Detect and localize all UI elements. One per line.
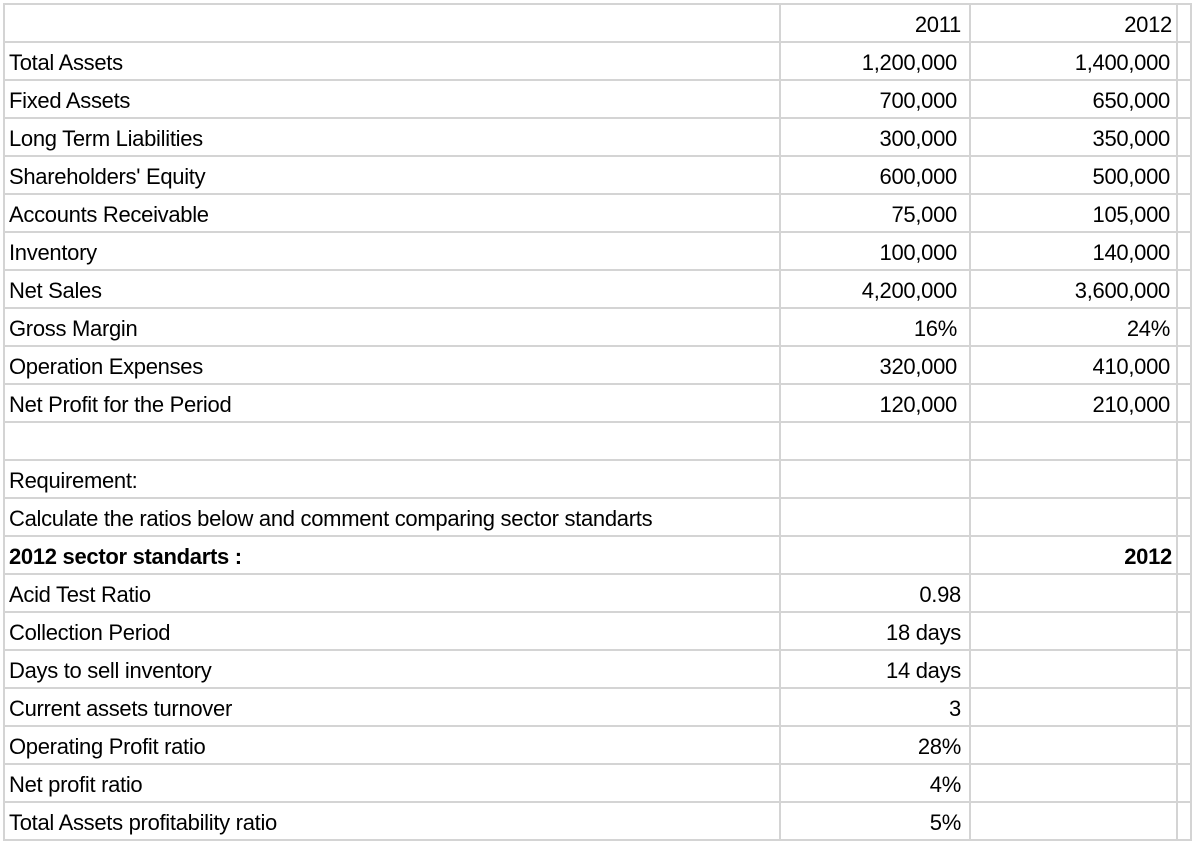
cell[interactable] bbox=[780, 498, 970, 536]
sector-standard[interactable]: 18 days bbox=[780, 612, 970, 650]
standards-label[interactable]: 2012 sector standarts : bbox=[4, 536, 780, 574]
cell[interactable] bbox=[1177, 536, 1191, 574]
value-2011[interactable]: 320,000 bbox=[780, 346, 970, 384]
financial-row bbox=[4, 384, 1191, 422]
cell[interactable] bbox=[970, 460, 1177, 498]
header-row bbox=[4, 4, 1191, 42]
header-2012[interactable]: 2012 bbox=[970, 4, 1177, 42]
row-label[interactable]: Gross Margin bbox=[4, 308, 780, 346]
sector-standard[interactable]: 3 bbox=[780, 688, 970, 726]
value-2012[interactable]: 140,000 bbox=[970, 232, 1177, 270]
ratio-label[interactable]: Collection Period bbox=[4, 612, 780, 650]
cell[interactable] bbox=[1177, 422, 1191, 460]
cell[interactable] bbox=[1177, 650, 1191, 688]
financial-row bbox=[4, 156, 1191, 194]
value-2011[interactable]: 300,000 bbox=[780, 118, 970, 156]
ratio-row bbox=[4, 726, 1191, 764]
cell[interactable] bbox=[780, 460, 970, 498]
cell[interactable] bbox=[1177, 118, 1191, 156]
row-label[interactable]: Accounts Receivable bbox=[4, 194, 780, 232]
row-label[interactable]: Shareholders' Equity bbox=[4, 156, 780, 194]
financial-row bbox=[4, 194, 1191, 232]
ratio-row bbox=[4, 650, 1191, 688]
financial-row bbox=[4, 308, 1191, 346]
ratio-row bbox=[4, 802, 1191, 840]
financial-row bbox=[4, 346, 1191, 384]
requirement-instruction-row bbox=[4, 498, 1191, 536]
cell[interactable] bbox=[1177, 612, 1191, 650]
standards-year[interactable]: 2012 bbox=[970, 536, 1177, 574]
value-2012[interactable]: 500,000 bbox=[970, 156, 1177, 194]
ratio-row bbox=[4, 688, 1191, 726]
value-2012[interactable]: 3,600,000 bbox=[970, 270, 1177, 308]
row-label[interactable]: Long Term Liabilities bbox=[4, 118, 780, 156]
cell[interactable] bbox=[1177, 802, 1191, 840]
requirement-instruction[interactable]: Calculate the ratios below and comment comparing sector standarts bbox=[4, 498, 780, 536]
ratio-row bbox=[4, 764, 1191, 802]
row-label[interactable]: Net Profit for the Period bbox=[4, 384, 780, 422]
ratio-value-2012[interactable] bbox=[970, 726, 1177, 764]
value-2012[interactable]: 650,000 bbox=[970, 80, 1177, 118]
ratio-value-2012[interactable] bbox=[970, 650, 1177, 688]
ratio-label[interactable]: Operating Profit ratio bbox=[4, 726, 780, 764]
cell[interactable] bbox=[970, 422, 1177, 460]
cell[interactable] bbox=[1177, 308, 1191, 346]
cell[interactable] bbox=[1177, 80, 1191, 118]
row-label[interactable]: Fixed Assets bbox=[4, 80, 780, 118]
cell[interactable] bbox=[1177, 4, 1191, 42]
cell[interactable] bbox=[1177, 498, 1191, 536]
ratio-label[interactable]: Current assets turnover bbox=[4, 688, 780, 726]
requirement-title[interactable]: Requirement: bbox=[4, 460, 780, 498]
cell[interactable] bbox=[780, 422, 970, 460]
value-2012[interactable]: 1,400,000 bbox=[970, 42, 1177, 80]
sector-standard[interactable]: 0.98 bbox=[780, 574, 970, 612]
financial-row bbox=[4, 270, 1191, 308]
requirement-title-row bbox=[4, 460, 1191, 498]
value-2011[interactable]: 100,000 bbox=[780, 232, 970, 270]
value-2011[interactable]: 16% bbox=[780, 308, 970, 346]
row-label[interactable]: Net Sales bbox=[4, 270, 780, 308]
cell[interactable] bbox=[1177, 574, 1191, 612]
cell[interactable] bbox=[1177, 346, 1191, 384]
financial-row bbox=[4, 42, 1191, 80]
sector-standard[interactable]: 14 days bbox=[780, 650, 970, 688]
ratio-value-2012[interactable] bbox=[970, 688, 1177, 726]
cell[interactable] bbox=[1177, 270, 1191, 308]
empty-row bbox=[4, 422, 1191, 460]
ratio-value-2012[interactable] bbox=[970, 612, 1177, 650]
sector-standard[interactable]: 5% bbox=[780, 802, 970, 840]
ratio-value-2012[interactable] bbox=[970, 764, 1177, 802]
value-2012[interactable]: 410,000 bbox=[970, 346, 1177, 384]
value-2011[interactable]: 700,000 bbox=[780, 80, 970, 118]
cell[interactable] bbox=[4, 422, 780, 460]
standards-header-row bbox=[4, 536, 1191, 574]
ratio-value-2012[interactable] bbox=[970, 574, 1177, 612]
value-2011[interactable]: 1,200,000 bbox=[780, 42, 970, 80]
value-2012[interactable]: 24% bbox=[970, 308, 1177, 346]
cell[interactable] bbox=[1177, 42, 1191, 80]
financial-row bbox=[4, 80, 1191, 118]
sector-standard[interactable]: 28% bbox=[780, 726, 970, 764]
cell[interactable] bbox=[1177, 384, 1191, 422]
value-2012[interactable]: 105,000 bbox=[970, 194, 1177, 232]
sector-standard[interactable]: 4% bbox=[780, 764, 970, 802]
value-2011[interactable]: 4,200,000 bbox=[780, 270, 970, 308]
financial-row bbox=[4, 232, 1191, 270]
cell[interactable] bbox=[1177, 194, 1191, 232]
row-label[interactable]: Operation Expenses bbox=[4, 346, 780, 384]
value-2011[interactable]: 120,000 bbox=[780, 384, 970, 422]
financial-row bbox=[4, 118, 1191, 156]
ratio-label[interactable]: Net profit ratio bbox=[4, 764, 780, 802]
header-2011[interactable]: 2011 bbox=[780, 4, 970, 42]
cell[interactable] bbox=[1177, 460, 1191, 498]
value-2012[interactable]: 210,000 bbox=[970, 384, 1177, 422]
ratio-row bbox=[4, 612, 1191, 650]
cell[interactable] bbox=[4, 4, 780, 42]
value-2011[interactable]: 600,000 bbox=[780, 156, 970, 194]
value-2012[interactable]: 350,000 bbox=[970, 118, 1177, 156]
ratio-row bbox=[4, 574, 1191, 612]
cell[interactable] bbox=[970, 498, 1177, 536]
ratio-label[interactable]: Total Assets profitability ratio bbox=[4, 802, 780, 840]
cell[interactable] bbox=[1177, 726, 1191, 764]
ratio-label[interactable]: Days to sell inventory bbox=[4, 650, 780, 688]
cell[interactable] bbox=[1177, 156, 1191, 194]
cell[interactable] bbox=[1177, 764, 1191, 802]
cell[interactable] bbox=[1177, 232, 1191, 270]
ratio-value-2012[interactable] bbox=[970, 802, 1177, 840]
spreadsheet-grid bbox=[3, 3, 1192, 841]
value-2011[interactable]: 75,000 bbox=[780, 194, 970, 232]
cell[interactable] bbox=[780, 536, 970, 574]
cell[interactable] bbox=[1177, 688, 1191, 726]
ratio-label[interactable]: Acid Test Ratio bbox=[4, 574, 780, 612]
row-label[interactable]: Inventory bbox=[4, 232, 780, 270]
row-label[interactable]: Total Assets bbox=[4, 42, 780, 80]
